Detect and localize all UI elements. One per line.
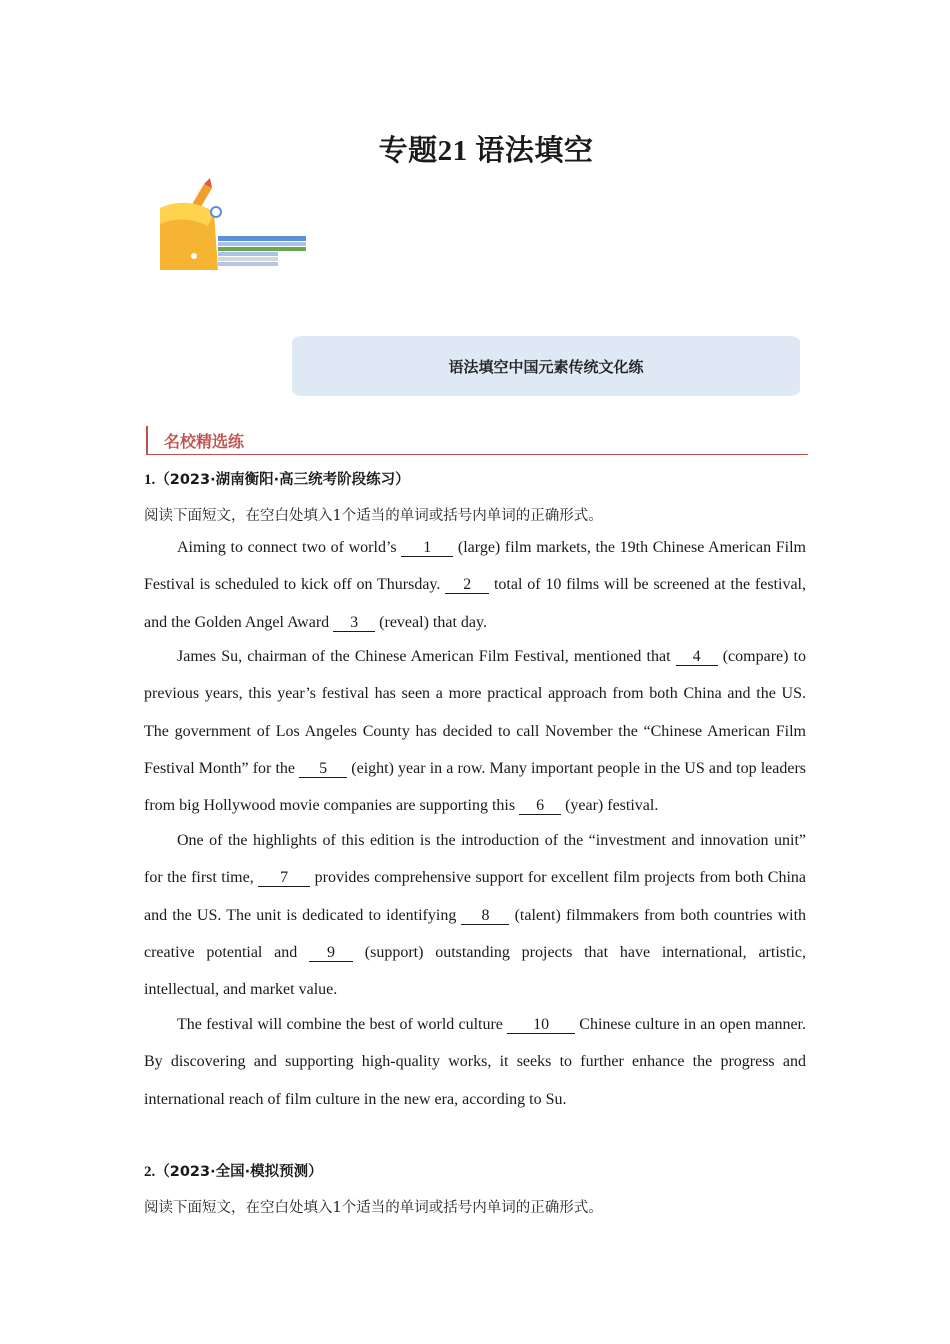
question-number: 2. [144,1164,156,1180]
question-instruction: 阅读下面短文，在空白处填入1个适当的单词或括号内单词的正确形式。 [144,508,603,524]
blank-7[interactable]: 7 [258,869,310,887]
question-source: （2023·湖南衡阳·高三统考阶段练习） [155,472,410,488]
passage-paragraph-1: Aiming to connect two of world’s 1 (large) film markets, the 19th Chinese American Film Festival is scheduled to kick off on Thursday. 2 total of 10 films will be screened at the festival, and the Golden Angel Award 3 (reveal) that day. [144,539,807,631]
blank-3[interactable]: 3 [333,614,375,632]
blank-2[interactable]: 2 [445,576,489,594]
blank-4[interactable]: 4 [676,648,718,666]
blank-8[interactable]: 8 [461,907,509,925]
question-instruction: 阅读下面短文，在空白处填入1个适当的单词或括号内单词的正确形式。 [144,1200,603,1216]
blank-10[interactable]: 10 [507,1016,575,1034]
section-label: 名校精选练 [164,432,245,451]
page-title: 专题21 语法填空 [378,135,594,167]
passage-paragraph-2: James Su, chairman of the Chinese American Film Festival, mentioned that 4 (compare) to previous years, this year’s festival has seen a more practical approach from both China and the US. The government of Los Angeles County has decided to call November the “Chinese American Film Festival Month” for the 5 (eight) year in a row. Many important people in the US and top leaders from big Hollywood movie companies are supporting this 6 (year) festival. [144,648,806,815]
blank-5[interactable]: 5 [299,760,347,778]
section-header [146,426,808,455]
topic-banner [292,336,800,396]
banner-text: 语法填空中国元素传统文化练 [448,357,644,376]
question-source: （2023·全国·模拟预测） [155,1164,323,1180]
blank-1[interactable]: 1 [401,539,453,557]
blank-6[interactable]: 6 [519,797,561,815]
question-1-heading [144,468,410,489]
question-2-heading [144,1160,323,1181]
question-number: 1. [144,472,156,488]
passage-paragraph-4: The festival will combine the best of world culture 10 Chinese culture in an open manner. By discovering and supporting high-quality works, it seeks to further enhance the progress and international reach of film culture in the new era, according to Su. [144,1016,806,1108]
passage-paragraph-3: One of the highlights of this edition is the introduction of the “investment and innovation unit” for the first time, 7 provides comprehensive support for excellent film projects from both China and the US. The unit is dedicated to identifying 8 (talent) filmmakers from both countries with creative potential and 9 (support) outstanding projects that have international, artistic, intellectual, and market value. [144,832,807,999]
books-pencil-illustration [158,178,308,273]
blank-9[interactable]: 9 [309,944,353,962]
